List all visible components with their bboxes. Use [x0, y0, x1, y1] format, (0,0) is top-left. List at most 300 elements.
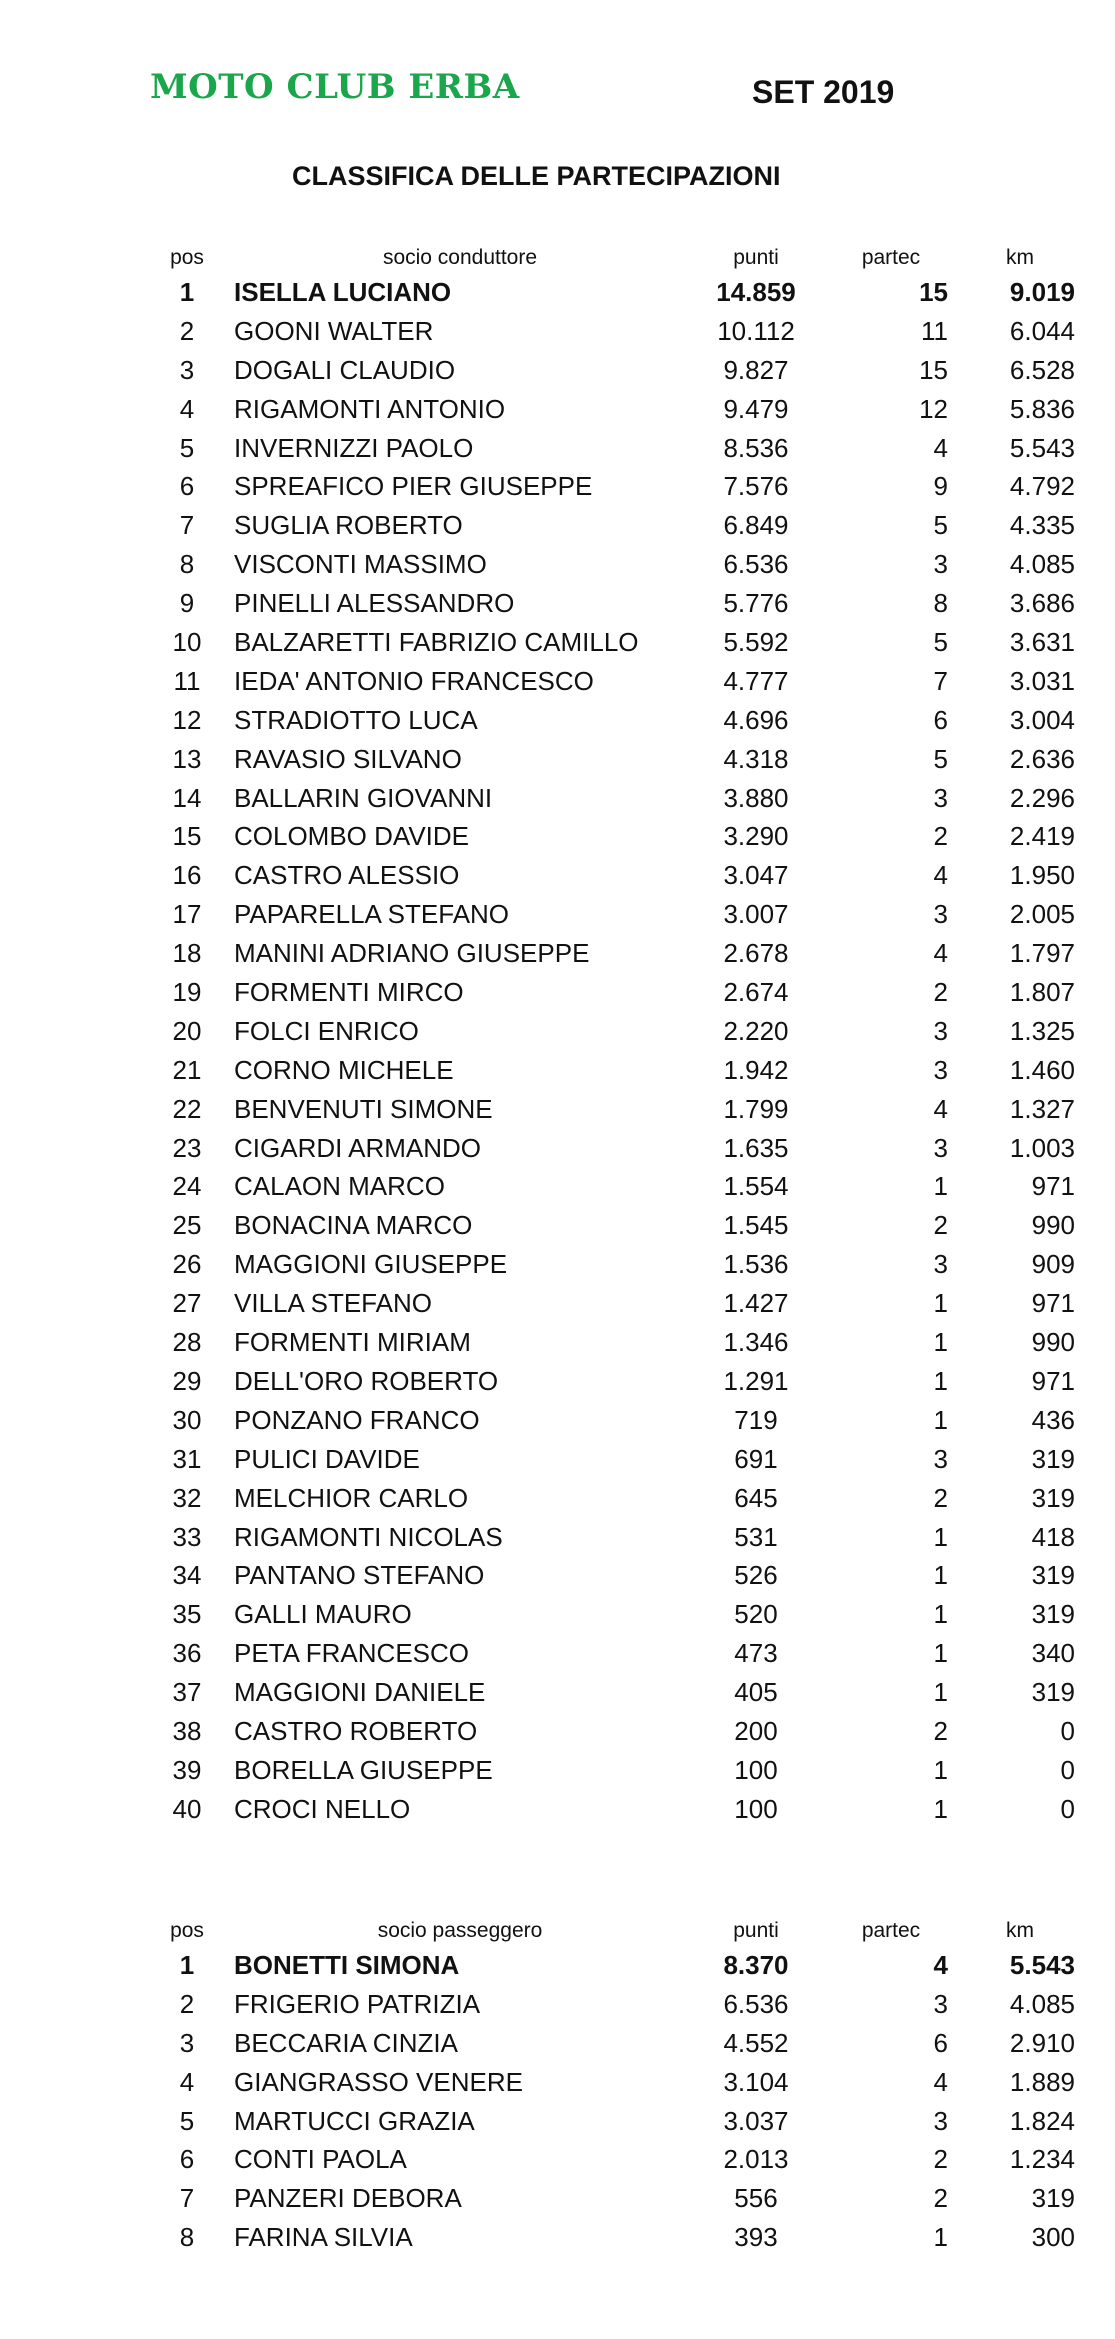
- row-points: 2.013: [723, 2144, 789, 2175]
- club-title: MOTO CLUB ERBA: [150, 67, 520, 107]
- row-km: 1.003: [1009, 1132, 1075, 1163]
- row-name: ISELLA LUCIANO: [234, 277, 452, 307]
- table-row: [0, 1946, 1115, 1985]
- row-name: RAVASIO SILVANO: [234, 743, 462, 774]
- table-row: [0, 2024, 1115, 2063]
- row-name: VISCONTI MASSIMO: [234, 549, 487, 580]
- row-pos: 21: [172, 1054, 202, 1085]
- row-km: 6.044: [1009, 315, 1075, 346]
- row-name: PANTANO STEFANO: [234, 1560, 485, 1591]
- row-pos: 5: [179, 2105, 195, 2136]
- row-km: 2.005: [1009, 899, 1075, 930]
- row-name: MANINI ADRIANO GIUSEPPE: [234, 938, 590, 969]
- drivers-rows: [0, 273, 1115, 1829]
- row-pos: 22: [172, 1093, 202, 1124]
- row-pos: 11: [173, 665, 201, 696]
- row-name: GALLI MAURO: [234, 1599, 412, 1630]
- row-pos: 29: [172, 1365, 202, 1396]
- row-name: INVERNIZZI PAOLO: [234, 432, 474, 463]
- row-points: 1.427: [723, 1288, 789, 1319]
- row-points: 1.346: [723, 1327, 789, 1358]
- row-name: CASTRO ALESSIO: [234, 860, 460, 891]
- row-name: BALZARETTI FABRIZIO CAMILLO: [234, 627, 639, 658]
- row-km: 1.234: [1009, 2144, 1075, 2175]
- row-name: FRIGERIO PATRIZIA: [234, 1988, 481, 2019]
- row-name: CIGARDI ARMANDO: [234, 1132, 482, 1163]
- row-km: 1.889: [1009, 2066, 1075, 2097]
- row-partec: 3: [933, 549, 948, 580]
- row-pos: 18: [172, 938, 202, 969]
- row-km: 909: [1031, 1249, 1075, 1280]
- row-points: 3.047: [723, 860, 789, 891]
- row-pos: 6: [179, 2144, 195, 2175]
- row-name: CROCI NELLO: [234, 1793, 411, 1824]
- table-row: [0, 973, 1115, 1012]
- table-row: [0, 1751, 1115, 1790]
- row-points: 3.104: [723, 2066, 789, 2097]
- row-km: 1.824: [1009, 2105, 1075, 2136]
- row-name: CONTI PAOLA: [234, 2144, 407, 2175]
- row-pos: 6: [179, 471, 195, 502]
- row-pos: 7: [179, 510, 195, 541]
- row-name: CASTRO ROBERTO: [234, 1715, 478, 1746]
- row-partec: 1: [933, 1599, 948, 1630]
- row-name: MAGGIONI GIUSEPPE: [234, 1249, 508, 1280]
- row-pos: 26: [172, 1249, 202, 1280]
- table-row: [0, 2179, 1115, 2218]
- row-name: BORELLA GIUSEPPE: [234, 1754, 493, 1785]
- table-row: [0, 1012, 1115, 1051]
- row-km: 0: [1060, 1754, 1075, 1785]
- row-pos: 23: [172, 1132, 202, 1163]
- row-partec: 2: [933, 1482, 948, 1513]
- row-partec: 3: [933, 1132, 948, 1163]
- row-pos: 12: [172, 704, 202, 735]
- table-row: [0, 1556, 1115, 1595]
- table-row: [0, 1284, 1115, 1323]
- table-row: [0, 1790, 1115, 1829]
- row-points: 4.552: [723, 2027, 789, 2058]
- row-km: 0: [1060, 1793, 1075, 1824]
- row-pos: 16: [172, 860, 202, 891]
- row-km: 319: [1031, 1482, 1075, 1513]
- period-label: SET 2019: [752, 74, 895, 110]
- row-partec: 1: [933, 2222, 948, 2253]
- row-pos: 2: [179, 315, 195, 346]
- row-partec: 3: [933, 1443, 948, 1474]
- row-partec: 1: [933, 1327, 948, 1358]
- row-km: 6.528: [1009, 354, 1075, 385]
- row-partec: 3: [933, 782, 948, 813]
- row-km: 971: [1031, 1171, 1075, 1202]
- row-points: 405: [734, 1677, 778, 1708]
- column-header-name: socio passeggero: [377, 1919, 543, 1942]
- row-pos: 35: [172, 1599, 202, 1630]
- table-row: [0, 312, 1115, 351]
- row-partec: 1: [933, 1793, 948, 1824]
- column-header-pos: pos: [170, 246, 204, 269]
- row-partec: 1: [933, 1560, 948, 1591]
- row-name: DELL'ORO ROBERTO: [234, 1365, 499, 1396]
- row-partec: 3: [933, 1249, 948, 1280]
- row-points: 3.037: [723, 2105, 789, 2136]
- row-pos: 19: [172, 977, 202, 1008]
- row-partec: 12: [919, 393, 948, 424]
- row-points: 1.942: [723, 1054, 789, 1085]
- row-points: 1.635: [723, 1132, 789, 1163]
- table-row: [0, 1323, 1115, 1362]
- row-name: PETA FRANCESCO: [234, 1638, 470, 1669]
- row-partec: 8: [933, 588, 948, 619]
- row-pos: 27: [172, 1288, 202, 1319]
- row-points: 4.696: [723, 704, 789, 735]
- row-points: 200: [734, 1715, 778, 1746]
- row-km: 418: [1031, 1521, 1075, 1552]
- row-km: 4.085: [1009, 549, 1075, 580]
- row-name: SPREAFICO PIER GIUSEPPE: [234, 471, 593, 502]
- column-header-pos: pos: [170, 1919, 204, 1942]
- row-pos: 8: [179, 2222, 195, 2253]
- table-row: [0, 856, 1115, 895]
- table-row: [0, 1090, 1115, 1129]
- row-partec: 4: [933, 2066, 948, 2097]
- column-header-km: km: [1006, 246, 1034, 269]
- row-points: 3.290: [723, 821, 789, 852]
- row-km: 340: [1031, 1638, 1075, 1669]
- table-row: [0, 545, 1115, 584]
- row-km: 5.836: [1009, 393, 1075, 424]
- table-row: [0, 1401, 1115, 1440]
- row-partec: 9: [933, 471, 948, 502]
- row-name: DOGALI CLAUDIO: [234, 354, 456, 385]
- row-km: 3.631: [1009, 627, 1075, 658]
- row-pos: 34: [172, 1560, 202, 1591]
- row-name: MELCHIOR CARLO: [234, 1482, 469, 1513]
- row-points: 100: [734, 1793, 778, 1824]
- passengers-header-row: [0, 1916, 1115, 1946]
- row-pos: 25: [172, 1210, 202, 1241]
- row-partec: 4: [933, 1093, 948, 1124]
- row-partec: 3: [933, 2105, 948, 2136]
- row-pos: 3: [179, 354, 195, 385]
- passengers-table: [0, 1916, 1115, 2257]
- row-km: 436: [1031, 1404, 1075, 1435]
- table-row: [0, 817, 1115, 856]
- row-km: 2.296: [1009, 782, 1075, 813]
- table-row: [0, 1985, 1115, 2024]
- row-name: FORMENTI MIRCO: [234, 977, 464, 1008]
- row-pos: 38: [172, 1715, 202, 1746]
- row-points: 2.220: [723, 1015, 789, 1046]
- row-partec: 2: [933, 1715, 948, 1746]
- row-km: 1.797: [1009, 938, 1075, 969]
- row-pos: 13: [172, 743, 202, 774]
- row-pos: 40: [172, 1793, 202, 1824]
- row-points: 1.554: [723, 1171, 789, 1202]
- row-points: 9.827: [723, 354, 789, 385]
- row-points: 1.799: [723, 1093, 789, 1124]
- table-row: [0, 1245, 1115, 1284]
- row-km: 4.085: [1009, 1988, 1075, 2019]
- table-row: [0, 1051, 1115, 1090]
- row-partec: 3: [933, 1054, 948, 1085]
- row-name: BONETTI SIMONA: [234, 1950, 460, 1980]
- row-km: 971: [1031, 1365, 1075, 1396]
- row-km: 1.325: [1009, 1015, 1075, 1046]
- row-points: 6.849: [723, 510, 789, 541]
- row-pos: 8: [179, 549, 195, 580]
- table-row: [0, 779, 1115, 818]
- row-name: PANZERI DEBORA: [234, 2183, 462, 2214]
- row-pos: 17: [172, 899, 202, 930]
- row-pos: 15: [172, 821, 202, 852]
- row-pos: 1: [179, 1950, 195, 1980]
- row-points: 3.880: [723, 782, 789, 813]
- row-km: 319: [1031, 1560, 1075, 1591]
- table-row: [0, 2140, 1115, 2179]
- row-name: IEDA' ANTONIO FRANCESCO: [234, 665, 594, 696]
- row-pos: 20: [172, 1015, 202, 1046]
- row-points: 1.291: [723, 1365, 789, 1396]
- row-partec: 1: [933, 1171, 948, 1202]
- column-header-km: km: [1006, 1919, 1034, 1942]
- row-points: 7.576: [723, 471, 789, 502]
- row-name: SUGLIA ROBERTO: [234, 510, 463, 541]
- row-pos: 39: [172, 1754, 202, 1785]
- row-name: BONACINA MARCO: [234, 1210, 473, 1241]
- row-km: 4.335: [1009, 510, 1075, 541]
- row-partec: 4: [933, 1950, 948, 1980]
- row-partec: 1: [933, 1365, 948, 1396]
- column-header-partec: partec: [861, 246, 921, 269]
- row-name: BECCARIA CINZIA: [234, 2027, 458, 2058]
- row-km: 319: [1031, 1599, 1075, 1630]
- row-pos: 36: [172, 1638, 202, 1669]
- column-header-points: punti: [733, 246, 779, 269]
- row-points: 10.112: [717, 315, 795, 346]
- row-partec: 4: [933, 938, 948, 969]
- row-points: 473: [734, 1638, 778, 1669]
- row-name: PINELLI ALESSANDRO: [234, 588, 515, 619]
- row-points: 393: [734, 2222, 778, 2253]
- table-row: [0, 1712, 1115, 1751]
- row-points: 8.370: [723, 1950, 789, 1980]
- table-row: [0, 662, 1115, 701]
- row-points: 691: [734, 1443, 778, 1474]
- table-row: [0, 701, 1115, 740]
- table-row: [0, 2218, 1115, 2257]
- row-km: 1.950: [1009, 860, 1075, 891]
- row-pos: 1: [179, 277, 195, 307]
- table-row: [0, 429, 1115, 468]
- row-pos: 9: [179, 588, 195, 619]
- row-points: 4.777: [723, 665, 789, 696]
- row-points: 4.318: [723, 743, 789, 774]
- row-points: 6.536: [723, 549, 789, 580]
- row-km: 300: [1031, 2222, 1075, 2253]
- row-partec: 2: [933, 977, 948, 1008]
- row-name: FARINA SILVIA: [234, 2222, 413, 2253]
- column-header-points: punti: [733, 1919, 779, 1942]
- table-row: [0, 467, 1115, 506]
- table-row: [0, 1634, 1115, 1673]
- row-partec: 6: [933, 704, 948, 735]
- row-pos: 7: [179, 2183, 195, 2214]
- row-name: MARTUCCI GRAZIA: [234, 2105, 475, 2136]
- row-km: 9.019: [1009, 277, 1075, 307]
- table-row: [0, 584, 1115, 623]
- row-points: 5.592: [723, 627, 789, 658]
- row-km: 1.460: [1009, 1054, 1075, 1085]
- row-points: 556: [734, 2183, 778, 2214]
- row-name: BENVENUTI SIMONE: [234, 1093, 493, 1124]
- row-km: 4.792: [1009, 471, 1075, 502]
- table-row: [0, 2102, 1115, 2141]
- table-row: [0, 1518, 1115, 1557]
- row-name: COLOMBO DAVIDE: [234, 821, 470, 852]
- row-points: 1.545: [723, 1210, 789, 1241]
- row-points: 100: [734, 1754, 778, 1785]
- row-points: 520: [734, 1599, 778, 1630]
- row-points: 645: [734, 1482, 778, 1513]
- row-partec: 2: [933, 2144, 948, 2175]
- row-partec: 1: [933, 1677, 948, 1708]
- row-name: CALAON MARCO: [234, 1171, 445, 1202]
- row-partec: 1: [933, 1404, 948, 1435]
- row-name: RIGAMONTI NICOLAS: [234, 1521, 503, 1552]
- row-name: STRADIOTTO LUCA: [234, 704, 478, 735]
- row-name: PULICI DAVIDE: [234, 1443, 420, 1474]
- row-points: 5.776: [723, 588, 789, 619]
- row-name: FORMENTI MIRIAM: [234, 1327, 471, 1358]
- row-points: 526: [734, 1560, 778, 1591]
- row-name: MAGGIONI DANIELE: [234, 1677, 486, 1708]
- table-row: [0, 390, 1115, 429]
- row-points: 2.678: [723, 938, 789, 969]
- row-pos: 33: [172, 1521, 202, 1552]
- row-pos: 31: [172, 1443, 202, 1474]
- row-partec: 2: [933, 1210, 948, 1241]
- row-pos: 32: [172, 1482, 202, 1513]
- row-km: 990: [1031, 1210, 1075, 1241]
- row-km: 5.543: [1009, 1950, 1075, 1980]
- row-km: 5.543: [1009, 432, 1075, 463]
- row-name: PONZANO FRANCO: [234, 1404, 480, 1435]
- table-row: [0, 623, 1115, 662]
- row-partec: 15: [919, 354, 948, 385]
- table-row: [0, 2063, 1115, 2102]
- column-header-name: socio conduttore: [382, 246, 538, 269]
- row-partec: 5: [933, 743, 948, 774]
- table-row: [0, 1595, 1115, 1634]
- row-pos: 10: [172, 627, 202, 658]
- row-km: 3.686: [1009, 588, 1075, 619]
- row-partec: 11: [921, 315, 948, 346]
- row-pos: 28: [172, 1327, 202, 1358]
- row-km: 319: [1031, 2183, 1075, 2214]
- row-pos: 5: [179, 432, 195, 463]
- row-partec: 3: [933, 1988, 948, 2019]
- row-points: 8.536: [723, 432, 789, 463]
- row-name: RIGAMONTI ANTONIO: [234, 393, 506, 424]
- row-km: 319: [1031, 1677, 1075, 1708]
- passengers-rows: [0, 1946, 1115, 2257]
- row-km: 2.636: [1009, 743, 1075, 774]
- table-row: [0, 740, 1115, 779]
- row-points: 3.007: [723, 899, 789, 930]
- row-partec: 1: [933, 1521, 948, 1552]
- row-points: 6.536: [723, 1988, 789, 2019]
- row-partec: 15: [919, 277, 948, 307]
- row-name: BALLARIN GIOVANNI: [234, 782, 493, 813]
- table-row: [0, 1129, 1115, 1168]
- row-partec: 1: [933, 1638, 948, 1669]
- table-row: [0, 1206, 1115, 1245]
- row-km: 2.910: [1009, 2027, 1075, 2058]
- row-pos: 14: [172, 782, 202, 813]
- row-points: 9.479: [723, 393, 789, 424]
- row-pos: 4: [179, 2066, 195, 2097]
- row-pos: 24: [172, 1171, 202, 1202]
- row-points: 531: [734, 1521, 778, 1552]
- row-partec: 3: [933, 899, 948, 930]
- row-points: 1.536: [723, 1249, 789, 1280]
- table-row: [0, 895, 1115, 934]
- row-partec: 6: [933, 2027, 948, 2058]
- row-partec: 3: [933, 1015, 948, 1046]
- drivers-header-row: [0, 243, 1115, 273]
- row-points: 2.674: [723, 977, 789, 1008]
- row-name: GIANGRASSO VENERE: [234, 2066, 523, 2097]
- row-partec: 1: [933, 1754, 948, 1785]
- row-km: 1.327: [1009, 1093, 1075, 1124]
- row-partec: 4: [933, 860, 948, 891]
- table-row: [0, 506, 1115, 545]
- row-partec: 5: [933, 627, 948, 658]
- table-row: [0, 1167, 1115, 1206]
- row-name: CORNO MICHELE: [234, 1054, 454, 1085]
- table-row: [0, 273, 1115, 312]
- row-km: 990: [1031, 1327, 1075, 1358]
- row-km: 2.419: [1009, 821, 1075, 852]
- table-row: [0, 1440, 1115, 1479]
- table-row: [0, 1673, 1115, 1712]
- row-name: VILLA STEFANO: [234, 1288, 432, 1319]
- row-partec: 1: [933, 1288, 948, 1319]
- table-row: [0, 1362, 1115, 1401]
- row-pos: 2: [179, 1988, 195, 2019]
- row-km: 971: [1031, 1288, 1075, 1319]
- row-pos: 4: [179, 393, 195, 424]
- drivers-table: [0, 243, 1115, 1829]
- column-header-partec: partec: [861, 1919, 921, 1942]
- row-pos: 37: [172, 1677, 202, 1708]
- table-row: [0, 934, 1115, 973]
- row-km: 1.807: [1009, 977, 1075, 1008]
- row-name: PAPARELLA STEFANO: [234, 899, 510, 930]
- page-title: CLASSIFICA DELLE PARTECIPAZIONI: [292, 161, 781, 191]
- row-km: 0: [1060, 1715, 1075, 1746]
- row-name: GOONI WALTER: [234, 315, 434, 346]
- row-km: 3.004: [1009, 704, 1075, 735]
- row-name: FOLCI ENRICO: [234, 1015, 419, 1046]
- row-partec: 7: [933, 665, 948, 696]
- table-row: [0, 351, 1115, 390]
- row-points: 719: [734, 1404, 778, 1435]
- row-pos: 3: [179, 2027, 195, 2058]
- row-partec: 5: [933, 510, 948, 541]
- row-pos: 30: [172, 1404, 202, 1435]
